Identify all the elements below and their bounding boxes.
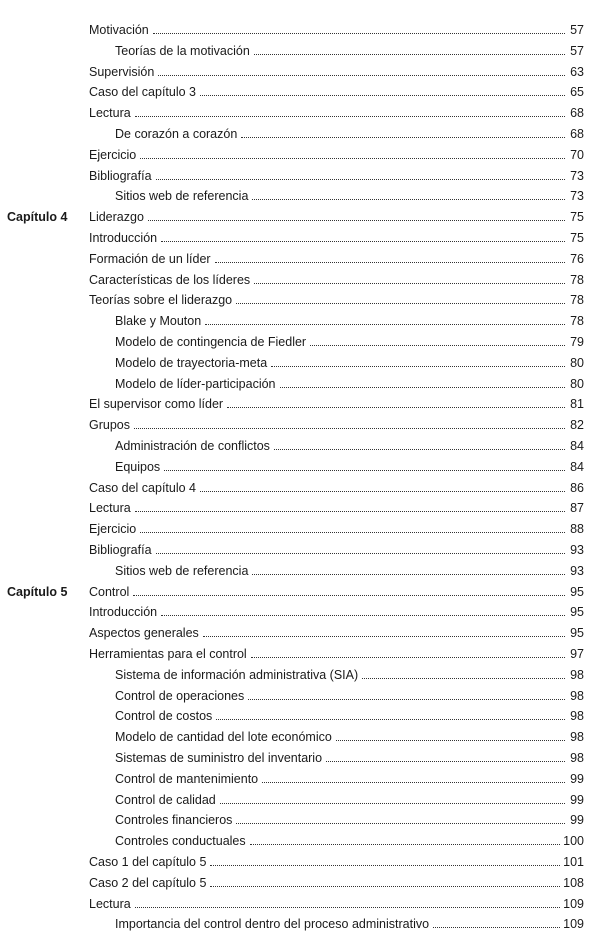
toc-entry-title: Control — [89, 584, 130, 599]
toc-entry-line — [115, 127, 584, 141]
toc-entry — [0, 184, 600, 204]
toc-entry-page: 93 — [570, 543, 584, 557]
toc-entry-line — [89, 855, 584, 869]
toc-entry — [0, 496, 600, 516]
toc-entry-title: Blake y Mouton — [115, 314, 202, 329]
toc-entry-line — [89, 397, 584, 411]
toc-entry-page: 98 — [570, 688, 584, 703]
toc-entry — [0, 538, 600, 558]
toc-entry-title: Caso del capítulo 3 — [89, 85, 197, 100]
toc-entry — [0, 288, 600, 308]
toc-entry-line — [89, 106, 584, 120]
toc-entry — [0, 392, 600, 412]
dot-leader — [433, 926, 560, 928]
dot-leader — [140, 531, 565, 533]
dot-leader — [156, 178, 565, 180]
toc-entry — [0, 600, 600, 620]
toc-entry-page: 57 — [570, 43, 584, 58]
toc-entry-title: Control de operaciones — [115, 688, 245, 703]
toc-entry-line — [115, 44, 584, 58]
toc-entry-line — [115, 834, 584, 848]
toc-entry-title: Lectura — [89, 501, 131, 516]
toc-entry-page: 75 — [570, 210, 584, 225]
toc-entry-line — [115, 793, 584, 807]
toc-entry-line — [115, 377, 584, 391]
toc-entry-title: Sistemas de suministro del inventario — [115, 751, 323, 765]
toc-entry-line — [89, 647, 584, 661]
toc-entry-title: Características de los líderes — [89, 272, 251, 287]
dot-leader — [236, 822, 565, 824]
dot-leader — [140, 157, 565, 159]
dot-leader — [274, 448, 565, 450]
toc-entry-line — [89, 273, 584, 287]
toc-entry-line — [89, 252, 584, 266]
toc-entry-page: 99 — [570, 792, 584, 807]
toc-entry-title: Caso 1 del capítulo 5 — [89, 855, 207, 869]
toc-entry — [0, 663, 600, 683]
toc-entry-line — [115, 917, 584, 931]
toc-entry-page: 109 — [563, 896, 584, 911]
toc-entry-line — [89, 169, 584, 183]
toc-entry-page: 99 — [570, 813, 584, 828]
toc-entry-line — [115, 751, 584, 765]
toc-entry — [0, 871, 600, 891]
chapter-label: Capítulo 4 — [7, 210, 68, 225]
toc-entry-line — [89, 293, 584, 307]
toc-entry — [0, 808, 600, 828]
toc-entry-title: Controles financieros — [115, 813, 233, 828]
toc-entry-line — [89, 85, 584, 99]
toc-entry-title: El supervisor como líder — [89, 397, 224, 412]
toc-entry — [0, 850, 600, 870]
toc-entry — [0, 642, 600, 662]
toc-entry-page: 98 — [570, 751, 584, 765]
toc-entry — [0, 517, 600, 537]
toc-entry-title: Control de calidad — [115, 792, 216, 807]
toc-entry-title: Modelo de cantidad del lote económico — [115, 730, 332, 745]
toc-entry-title: Supervisión — [89, 64, 155, 79]
toc-entry-title: Herramientas para el control — [89, 647, 247, 661]
toc-entry-title: Control de mantenimiento — [115, 771, 259, 786]
toc-entry-title: Equipos — [115, 459, 161, 474]
toc-entry-page: 78 — [570, 272, 584, 287]
toc-entry-line — [89, 897, 584, 911]
toc-entry-title: De corazón a corazón — [115, 127, 238, 141]
toc-entry — [0, 788, 600, 808]
dot-leader — [135, 510, 565, 512]
toc-entry-line — [89, 876, 584, 890]
toc-entry-page: 84 — [570, 439, 584, 453]
dot-leader — [254, 282, 565, 284]
toc-entry-title: Modelo de contingencia de Fiedler — [115, 335, 307, 349]
toc-entry-page: 65 — [570, 85, 584, 100]
toc-entry — [0, 205, 600, 225]
dot-leader — [135, 115, 565, 117]
dot-leader — [153, 32, 565, 34]
toc-entry-page: 109 — [563, 917, 584, 932]
dot-leader — [134, 427, 565, 429]
toc-entry — [0, 80, 600, 100]
toc-entry-title: Control de costos — [115, 709, 213, 724]
dot-leader — [135, 906, 560, 908]
toc-entry — [0, 829, 600, 849]
toc-entry-line — [89, 148, 584, 162]
toc-entry — [0, 60, 600, 80]
dot-leader — [280, 386, 565, 388]
toc-entry-line — [115, 335, 584, 349]
toc-entry-title: Grupos — [89, 418, 130, 433]
toc-entry-title: Modelo de líder-participación — [115, 376, 276, 391]
toc-entry-page: 57 — [570, 23, 584, 37]
toc-entry-title: Sitios web de referencia — [115, 189, 249, 204]
chapter-label: Capítulo 5 — [7, 584, 68, 599]
toc-entry-page: 75 — [570, 231, 584, 245]
toc-entry-line — [89, 65, 584, 79]
toc-entry-title: Introducción — [89, 605, 158, 620]
dot-leader — [200, 490, 565, 492]
dot-leader — [262, 781, 565, 783]
dot-leader — [203, 635, 565, 637]
toc-entry — [0, 912, 600, 932]
toc-entry — [0, 18, 600, 38]
toc-entry-line — [89, 23, 584, 37]
toc-entry-line — [89, 543, 584, 557]
toc-entry-line — [89, 605, 584, 619]
toc-entry-title: Liderazgo — [89, 210, 144, 225]
toc-entry — [0, 164, 600, 184]
toc-entry-line — [89, 210, 584, 224]
toc-entry-line — [89, 501, 584, 515]
dot-leader — [220, 802, 565, 804]
toc-entry — [0, 226, 600, 246]
toc-entry — [0, 704, 600, 724]
dot-leader — [248, 698, 565, 700]
toc-entry-page: 95 — [570, 605, 584, 620]
toc-entry-page: 88 — [570, 522, 584, 537]
toc-entry-line — [115, 314, 584, 328]
toc-entry — [0, 684, 600, 704]
toc-entry-page: 95 — [570, 626, 584, 641]
toc-entry — [0, 122, 600, 142]
toc-entry-line — [89, 626, 584, 640]
toc-entry-page: 81 — [570, 397, 584, 412]
toc-entry-line — [115, 668, 584, 682]
dot-leader — [326, 760, 565, 762]
toc-entry-title: Modelo de trayectoria-meta — [115, 355, 268, 370]
dot-leader — [210, 864, 560, 866]
dot-leader — [254, 53, 565, 55]
toc-entry-title: Caso 2 del capítulo 5 — [89, 875, 207, 890]
toc-entry-page: 100 — [563, 834, 584, 849]
toc-entry-line — [115, 439, 584, 453]
toc-entry-page: 63 — [570, 64, 584, 79]
dot-leader — [210, 885, 560, 887]
dot-leader — [215, 261, 565, 263]
toc-entry-page: 68 — [570, 127, 584, 141]
dot-leader — [158, 74, 565, 76]
toc-entry-title: Motivación — [89, 23, 149, 37]
toc-entry-line — [115, 356, 584, 370]
toc-entry-line — [115, 564, 584, 578]
toc-entry — [0, 143, 600, 163]
toc-entry — [0, 351, 600, 371]
toc-entry — [0, 580, 600, 600]
toc-entry-page: 101 — [563, 855, 584, 869]
toc-entry — [0, 101, 600, 121]
toc-entry-page: 84 — [570, 459, 584, 474]
toc-entry — [0, 455, 600, 475]
toc-entry-line — [89, 231, 584, 245]
toc-entry-page: 98 — [570, 709, 584, 724]
toc-entry-line — [115, 730, 584, 744]
toc-entry-page: 98 — [570, 730, 584, 745]
dot-leader — [362, 677, 565, 679]
toc-entry — [0, 767, 600, 787]
toc-entry — [0, 268, 600, 288]
toc-entry-title: Bibliografía — [89, 168, 152, 183]
toc-entry — [0, 621, 600, 641]
toc-entry-line — [89, 522, 584, 536]
toc-entry-line — [89, 481, 584, 495]
toc-entry-page: 97 — [570, 647, 584, 661]
toc-entry-page: 68 — [570, 106, 584, 121]
dot-leader — [164, 469, 565, 471]
dot-leader — [148, 219, 565, 221]
toc-entry-line — [115, 189, 584, 203]
toc-entry — [0, 746, 600, 766]
dot-leader — [156, 552, 565, 554]
toc-entry-title: Importancia del control dentro del proceso administrativo — [115, 917, 430, 932]
toc-entry — [0, 434, 600, 454]
toc-entry — [0, 413, 600, 433]
toc-entry-title: Controles conductuales — [115, 834, 246, 849]
dot-leader — [310, 344, 565, 346]
toc-entry-page: 73 — [570, 189, 584, 204]
toc-entry — [0, 559, 600, 579]
toc-entry-page: 70 — [570, 147, 584, 162]
toc-entry-page: 79 — [570, 335, 584, 349]
toc-entry-line — [89, 585, 584, 599]
toc-entry — [0, 476, 600, 496]
toc-entry-line — [115, 689, 584, 703]
toc-entry — [0, 247, 600, 267]
toc-entry-title: Sistema de información administrativa (SIA) — [115, 667, 359, 682]
toc-entry-title: Administración de conflictos — [115, 439, 270, 453]
dot-leader — [251, 656, 565, 658]
toc-entry-line — [115, 813, 584, 827]
toc-entry-title: Sitios web de referencia — [115, 563, 249, 578]
dot-leader — [236, 302, 565, 304]
dot-leader — [252, 198, 565, 200]
toc-entry — [0, 309, 600, 329]
toc-entry — [0, 39, 600, 59]
dot-leader — [241, 136, 565, 138]
toc-entry-page: 86 — [570, 480, 584, 495]
toc-entry-page: 78 — [570, 293, 584, 308]
toc-entry-page: 82 — [570, 418, 584, 433]
dot-leader — [252, 573, 565, 575]
dot-leader — [133, 594, 565, 596]
toc-entry-page: 78 — [570, 314, 584, 329]
toc-entry — [0, 330, 600, 350]
toc-entry-page: 76 — [570, 251, 584, 266]
toc-entry-line — [115, 460, 584, 474]
toc-entry-page: 73 — [570, 168, 584, 183]
toc-entry-title: Caso del capítulo 4 — [89, 480, 197, 495]
toc-entry-page: 108 — [563, 875, 584, 890]
toc-entry-line — [115, 709, 584, 723]
toc-entry-page: 93 — [570, 563, 584, 578]
toc-entry — [0, 372, 600, 392]
toc-entry-title: Bibliografía — [89, 543, 152, 557]
dot-leader — [205, 323, 565, 325]
dot-leader — [161, 240, 565, 242]
dot-leader — [227, 406, 565, 408]
toc-entry — [0, 725, 600, 745]
toc-entry-title: Introducción — [89, 231, 158, 245]
dot-leader — [250, 843, 561, 845]
toc-entry-title: Lectura — [89, 896, 131, 911]
toc-entry-page: 80 — [570, 376, 584, 391]
dot-leader — [336, 739, 565, 741]
toc-entry-line — [89, 418, 584, 432]
toc-entry-page: 80 — [570, 355, 584, 370]
dot-leader — [216, 718, 565, 720]
toc-entry-title: Ejercicio — [89, 147, 137, 162]
toc-entry-title: Ejercicio — [89, 522, 137, 537]
dot-leader — [161, 614, 565, 616]
toc-entry-title: Teorías sobre el liderazgo — [89, 293, 233, 308]
toc-entry-title: Teorías de la motivación — [115, 43, 250, 58]
toc-entry-title: Formación de un líder — [89, 251, 211, 266]
toc-entry-page: 99 — [570, 771, 584, 786]
toc-entry — [0, 892, 600, 912]
dot-leader — [271, 365, 565, 367]
toc-entry-line — [115, 772, 584, 786]
toc-entry-page: 87 — [570, 501, 584, 516]
toc-entry-page: 98 — [570, 667, 584, 682]
toc-entry-page: 95 — [570, 584, 584, 599]
toc-entry-title: Aspectos generales — [89, 626, 199, 641]
dot-leader — [200, 94, 565, 96]
toc-entry-title: Lectura — [89, 106, 131, 121]
